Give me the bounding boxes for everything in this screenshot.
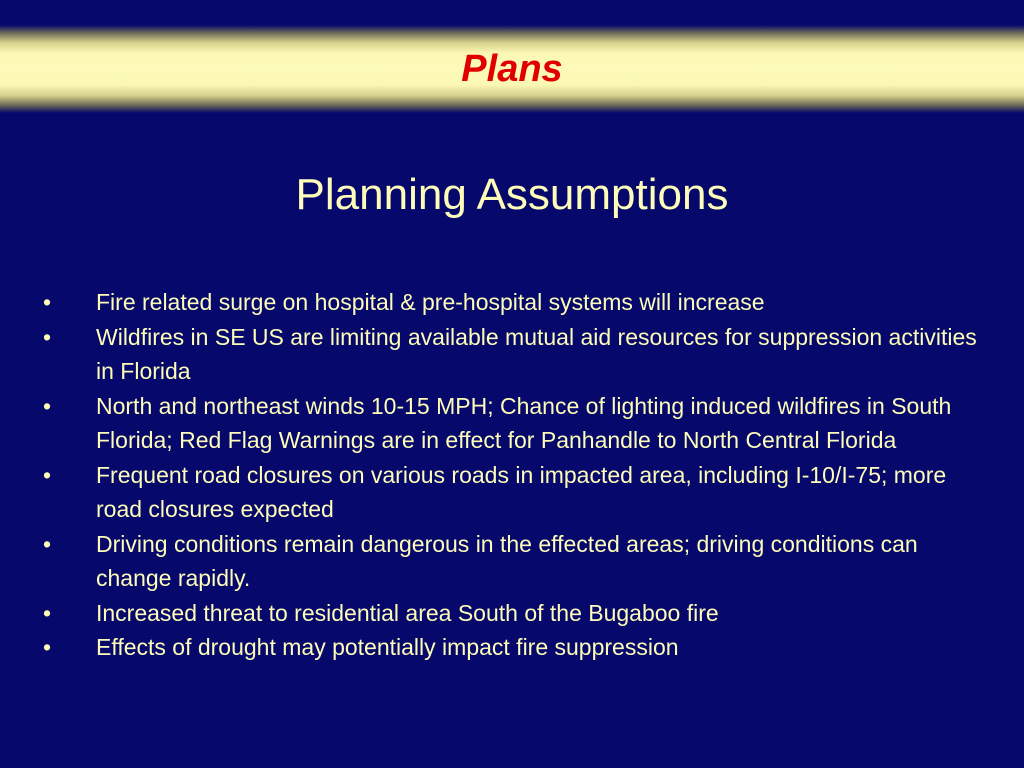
bullet-icon: • bbox=[43, 392, 52, 419]
bullet-text: Driving conditions remain dangerous in the effected areas; driving conditions can change rapidly. bbox=[96, 530, 918, 591]
bullet-item bbox=[40, 320, 980, 389]
bullet-text: North and northeast winds 10-15 MPH; Chance of lighting induced wildfires in South Florida; Red Flag Warnings are in effect for Panhandle to North Central Florida bbox=[96, 392, 952, 453]
bullet-item bbox=[40, 527, 980, 596]
bullet-item bbox=[40, 285, 980, 320]
bullet-text: Fire related surge on hospital & pre-hospital systems will increase bbox=[96, 289, 765, 315]
bullet-item bbox=[40, 389, 980, 458]
bullet-text: Increased threat to residential area South of the Bugaboo fire bbox=[96, 599, 719, 626]
bullet-icon: • bbox=[43, 634, 52, 660]
slide-subtitle: Planning Assumptions bbox=[295, 170, 729, 219]
bullet-text: Wildfires in SE US are limiting available mutual aid resources for suppression activities in Florida bbox=[96, 323, 977, 384]
bullet-icon: • bbox=[43, 323, 52, 350]
bullet-icon: • bbox=[43, 530, 52, 557]
bullet-item bbox=[40, 596, 980, 631]
bullet-icon: • bbox=[43, 599, 52, 626]
bullet-item bbox=[40, 458, 980, 527]
bullet-item bbox=[40, 630, 980, 665]
bullet-text: Effects of drought may potentially impact fire suppression bbox=[96, 634, 679, 660]
slide-header-title: Plans bbox=[461, 48, 563, 90]
bullet-text: Frequent road closures on various roads in impacted area, including I-10/I-75; more road closures expected bbox=[96, 461, 947, 522]
bullet-icon: • bbox=[43, 289, 52, 315]
bullet-list bbox=[40, 285, 980, 665]
bullet-icon: • bbox=[43, 461, 52, 488]
